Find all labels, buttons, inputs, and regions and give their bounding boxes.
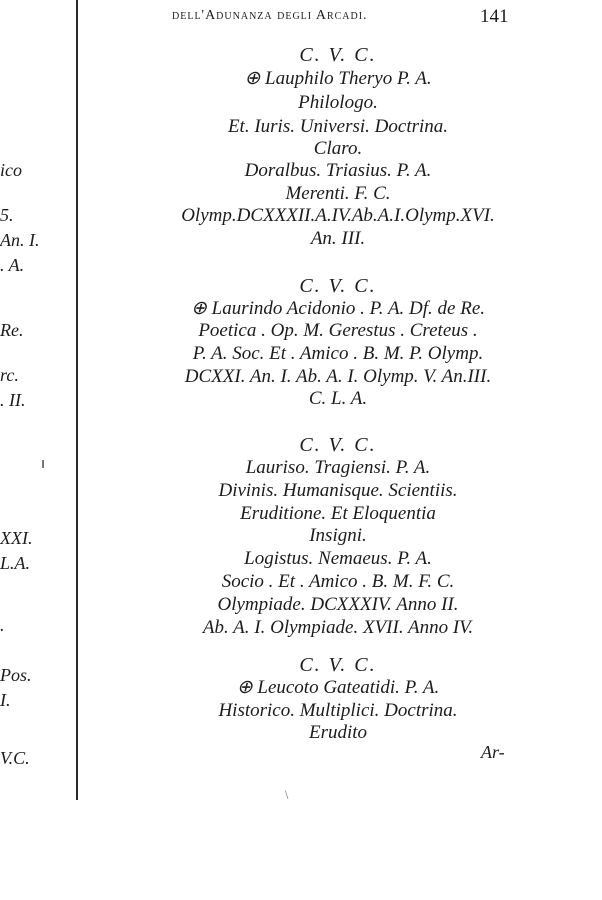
margin-fragment: Pos. xyxy=(0,665,32,685)
inscription-line: ⊕ Leucoto Gateatidi. P. A. xyxy=(236,677,440,698)
margin-fragment: . xyxy=(0,615,5,635)
inscription-line: Socio . Et . Amico . B. M. F. C. xyxy=(221,571,455,592)
inscription-line: P. A. Soc. Et . Amico . B. M. P. Olymp. xyxy=(192,343,484,364)
inscription-line: Claro. xyxy=(313,138,363,159)
margin-fragment: rc. xyxy=(0,365,19,385)
inscription-line: Logistus. Nemaeus. P. A. xyxy=(244,548,432,569)
ink-speck xyxy=(42,460,44,468)
inscription-line: Insigni. xyxy=(309,525,367,546)
inscription-line: Poetica . Op. M. Gerestus . Creteus . xyxy=(198,320,478,341)
inscription-line: Olymp.DCXXXII.A.IV.Ab.A.I.Olymp.XVI. xyxy=(181,205,495,226)
margin-fragment: An. I. xyxy=(0,230,40,250)
margin-fragment: I. xyxy=(0,690,11,710)
margin-fragment: . II. xyxy=(0,390,26,410)
inscription-line: Philologo. xyxy=(298,92,378,113)
margin-fragment: 5. xyxy=(0,205,14,225)
margin-fragment: ico xyxy=(0,160,22,180)
inscription-line: DCXXI. An. I. Ab. A. I. Olymp. V. An.III. xyxy=(184,366,492,387)
inscription-heading: C. V. C. xyxy=(299,654,377,676)
inscription-line: C. L. A. xyxy=(308,388,368,409)
inscription-line: Doralbus. Triasius. P. A. xyxy=(244,160,432,181)
inscription-line: Olympiade. DCXXXIV. Anno II. xyxy=(217,594,459,615)
catchword: Ar- xyxy=(481,742,505,762)
inscription-heading: C. V. C. xyxy=(299,275,377,297)
inscription-line: Eruditione. Et Eloquentia xyxy=(240,503,436,524)
running-head: dell'Adunanza degli Arcadi. xyxy=(172,8,368,23)
page-number: 141 xyxy=(480,6,509,27)
margin-fragment: XXI. xyxy=(0,528,33,548)
inscription-line: ⊕ Lauphilo Theryo P. A. xyxy=(244,68,432,89)
inscription-line: ⊕ Laurindo Acidonio . P. A. Df. de Re. xyxy=(190,298,486,319)
inscription-heading: C. V. C. xyxy=(299,434,377,456)
inscription-line: Lauriso. Tragiensi. P. A. xyxy=(245,457,431,478)
margin-fragment: Re. xyxy=(0,320,24,340)
margin-fragment: V.C. xyxy=(0,748,30,768)
inscription-line: An. III. xyxy=(310,228,366,249)
inscription-line: Historico. Multiplici. Doctrina. xyxy=(218,700,458,721)
inscription-line: Merenti. F. C. xyxy=(285,183,391,204)
inscription-line: Erudito xyxy=(308,722,368,743)
margin-fragment: . A. xyxy=(0,255,25,275)
ink-speck: \ xyxy=(285,790,289,801)
inscription-line: Divinis. Humanisque. Scientiis. xyxy=(218,480,458,501)
inscription-line: Et. Iuris. Universi. Doctrina. xyxy=(227,116,449,137)
inscription-line: Ab. A. I. Olympiade. XVII. Anno IV. xyxy=(202,617,474,638)
margin-fragment: L.A. xyxy=(0,553,31,573)
inscription-heading: C. V. C. xyxy=(299,44,377,66)
